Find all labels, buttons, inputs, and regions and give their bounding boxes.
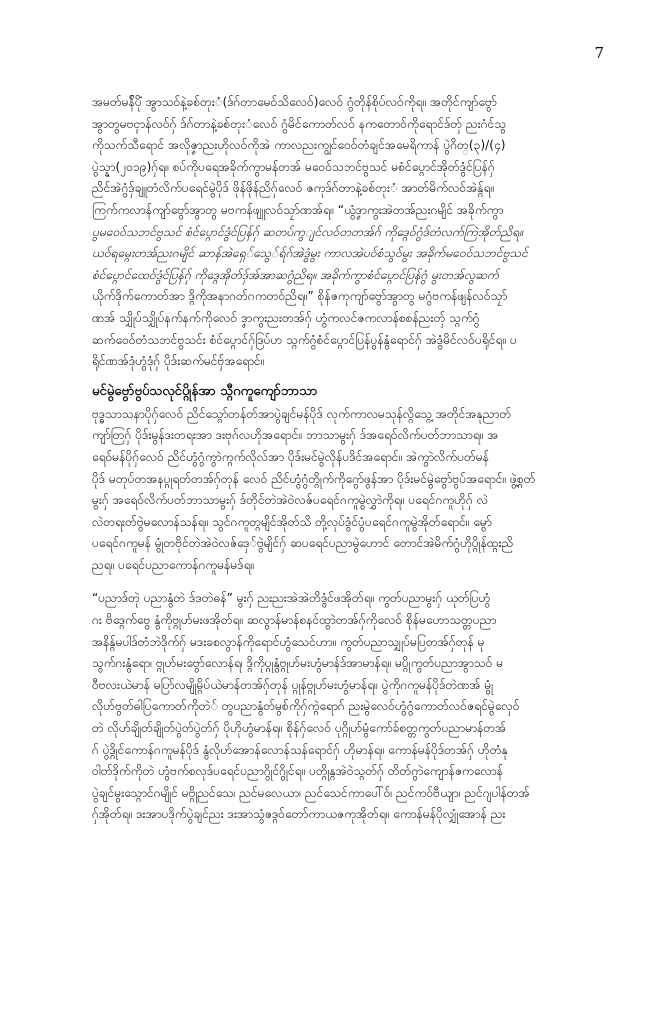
text-line: ဆက်ဝေဝ်တံသဘင်ဗွသင်း စံင်ပ္ဂောင်ဂှ်ဒြပ်ဟ သ္ဂက်ဂွံစံင်ပ္ဂောင်ပြန်ပွန်နွံရောင်ဂှ် အဲဒွံမိင်လဝ်ပရိုင်ရ။ ပ	[92, 332, 517, 347]
text-line: “ပညာဒ်တုဲ ပညာနွံတဲ ဒ်ဒတဲဓန်” မွးဂ်ှ ညးညးအဲအဲတိဒွံင်ဖအိုတ်ရ။ ကွတ်ပညာမွးဂ်ှ ယုတ်ပြဟွံ	[92, 591, 491, 606]
text-line: ကျာ်တြဂ်ှ ပိုဒ်းမွန်ဒးတရးအာ ဒးဗုဂ်လဟိုအရောင်။ ဘာသာမွးဂ်ှ ဒ်အရေဝ်လိက်ပတ်ဘာသာရ။ အ	[92, 428, 499, 443]
text-line: ရိုင်ဏအ်ဒုံဟွံဒုံဂှ် ပိုဒ်းဆက်မင်ဗှ်အရောင်။	[92, 354, 265, 369]
text-line: ပိုဒ် မတုပ်တအနပ္ဂုရတ်တအ်ဂ်ှတုန် လေဝ် ညိင်ဟွံဂွံတ္ဂိုက်ကိုဂွော်ဖွန်အာ ပိုဒ်းမင်မွဲဗွော်ဗွပ်အရောင်။ ဖွဲ့စ္ဂတ်	[92, 471, 536, 486]
text-line: ကိုသက်သီရောင် အလိုဇၞာညးဟိုလဝ်ကိုအဲ ကာလညးကျွင်ဝေဝ်တံချင်အမေရိကာန် ပွဲဂိတ္(၃)/(၄)	[92, 138, 506, 153]
text-line: ဂ်ှအိုတ်ရ။ ဒးအာပဒိုက်ပွဲချင်ညး ဒးအာသွံဇဒ္ဂဝ်တော်ကာယဇကုအိုတ်ရ။ ကောန်မန်ပိုလျှုံအောန် ညး	[92, 807, 506, 822]
text-line: ညိင်အဲဂွံဒှ်ချူတံလိက်ပရေင်မွဲပိုဒ် ဖိုန်ဖိုန်ညိဂှ်လေဝ် ဇကုဒ်ဂ်တာနဲ့ခစ်တုးံ အာတ်မိက်လဝ်အဲန္ဂ်ရ။	[92, 181, 495, 196]
text-line: ဗုဒ္ဓသာသနာပိုဂှ်လေဝ် ညိင်သ္ဂော်တန်တ်အာပွဲချင်မန်ပိုဒ် လုက်ကာလမသုန်လ္ဂိသ္ဂေ့ အတိုင်အနုညာတ်	[92, 406, 512, 421]
text-line: တဲ လိုဟ်ချိုတ်ချိုတ်ပွဲတ်ပွဲတ်ဂ်ှ ပိုဟိုဟွံမာန်ရ။ စိုန်ဂ်ှလေဝ် ပုဂ္ဂိုဟ်မွံကော်ခ်စတ္တကွတ်ပညာမာန်တအ်	[92, 721, 507, 736]
text-line: သွက်ဂးနွံရော၊ ဗ္ဂုဟ်မးဗွော်လောန်ရ၊ ဒ္ဂိကိုပ္ဂုနွံဗ္ဂုဟ်မးဟွံမာန်ဒ်အာမာန်ရ။ မပ္ဂိုကွတ်ပညာအွာသဝ် မ	[92, 656, 504, 671]
text-line: မွးဂ်ှ အရေဝ်လိက်ပတ်ဘာသာမွးဂ်ှ ဒ်တိုင်တဲအဲဝဲလဇ်ပရေင်ဂကူမွဲလွှာဲကိုရ။ ပရေင်ဂကူဟိုဂ်ှ လဲ	[92, 493, 489, 508]
text-line: ညရ။ ပရေင်ပညာကောန်ဂကူမန်မဒ်ရ။	[92, 557, 255, 572]
paragraph-2	[92, 404, 596, 577]
paragraph-1	[92, 92, 596, 373]
text-line: အနိန္ဂ်မပါဒ်တံဘဲဒိုက်ဂ်ှ မဒးခစလွာန်ကိုရောင်ဟွံသေင်ဟာ။ ကွတ်ပညာသျှုပ်မပြတအ်ဂ်ှတုန် မု	[92, 634, 485, 649]
text-line: ပရေင်ဂကူမန် မွုံတဗိုင်တဲအဲဝဲလဇ်ဒှေ်ဗွဲမျိင်ဂ်ှ ဆပရေင်ပညာမွဲဟောင် တောင်အဲမိက်ဂွံဟိုပ္ဂိုန်ထ္ဂးညိ	[92, 536, 514, 551]
text-line: လိုဟ်ဗွတ်ဓါပြကောတ်ကိုတဲ် တွပညာနွံတ်မွစ်ကိုဂ်ှက္ဂဲရောဂ် ညးမွဲလေဝ်ဟွံဂွံကောတ်လဝ်ဇရင်မွဲလှေဝ်	[92, 699, 520, 714]
text-line: ယိုက်ဒိုက်ကောတ်အာ ဒ္ဂိကိုအနာဂတ်ဂကတဝ်ညိရ။” စိုန်ဇကုကျာ်ဗွော်အွာတွ မဂွံဗကန်ဖျန်လဝ်သၠာ်	[92, 289, 508, 304]
text-line: အွာတွမဗၚာန်လဝ်ဂှ် ဒ်ဂ်တာနဲ့ခစ်တုးံလေဝ် ဂွံမိင်ကောတ်လဝ် နကတောဝ်ကိုရောင်ဒ်တှ် ညးဂံင်သွ	[92, 116, 507, 131]
document-body	[92, 92, 596, 826]
text-line: ကြက်ကလာန်ကျာ်ဗွော်အွာတွ မဗကန်ဖျူလဝ်သၠာ်ဏအ်ရ။ “ယွံဒၞာကွးအဲတအ်ညးဂမျိင် အခိုက်ကွာ	[92, 202, 504, 217]
text-line: လဲတရးတ်ဗွဲမလောန်သန်ရ။ သွင်ဂကူတ္ဂမျိင်အိုတ်သိ တို့လုပ်ဒွံင်ပွံပရေင်ဂကူမွဲအိုတ်ရောင်။ မွော်	[92, 514, 492, 529]
text-line: စံင်ပ္ဂောင်ထေဝ်ဒွံင်ပြန်ဂှ် ကိုဒ္ဂေအိုတ်ဒှ်အ်အာဆဂွံညိရ။ အခိုက်ကွာစံင်ပ္ဂောင်ပြန်ဂွံ မွးတအ်လွဆက်	[92, 267, 499, 282]
page-number: 7	[594, 44, 604, 62]
text-line: ဏအ် သျှိုပ်သျှိုပ်နက်နက်ကိုလေဝ် ဒၞာကွးညးတအ်ဂှ် ဟွံကလင်ဇကလာန်စစန်ညးတှ် သ္ဂက်ဂွံ	[92, 310, 480, 325]
paragraph-3	[92, 588, 596, 826]
text-line: ပွမဝေဝ်သဘင်ဗွသင် စံင်ပ္ဂောင်ဒွံင်ပြန်ဂှ် ဆတပ်ကွျင်လဝ်တတအ်ဂ် ကိုဒ္ဂေဝ်ဂွံဒ်တံလက်ကြဲအိုတ်ညိရ။	[92, 224, 523, 239]
section-heading: မင်မွဲဗွော်ဗွပ်သလုင်ပ္ဂိုန်အာ သ္ဂီဂကူကျော်ဘာသာ	[92, 383, 318, 399]
text-line: ဝီဗလးယဲမာန် မပြာ်လမျိုမ္ဂိပ်ယဲမာန်တအ်ဂ်ှတုန် ပ္ဂုန်ဗ္ဂုဟ်မးဟွံမာန်ရ။ ပွဲကိုဂကူမန်ပိုဒ်တဲဏအ် မွုံ	[92, 677, 494, 692]
text-line: ဂ် ပွဲဒ္ဂိုင်ကောန်ဂကူမန်ပိုဒ် နွံလိုဟ်အောန်လောန်သန်ရောင်ဂ်ှ ဟိုမာန်ရ။ ကောန်မန်ပိုဒ်တအ်ဂ်ှ ဟိုတံနု	[92, 742, 508, 757]
text-line: အမတ်မန်ိပိုံ အွာသဝ်နဲ့ခစ်တုးံ(ဒ်ဂ်တာမေဝ်သိလေဝ်)လေဝ် ဂွံတိုန်စိုပ်လဝ်ကိုရ။ အတိုင်ကျာ်ဗွော်	[92, 95, 497, 109]
text-line: ဝါတ်ဒိုက်ကိုတဲ ဟွံဗက်စလုဒ်ပရေင်ပညာဂွိုင်ဂွိုင်ရ။ ပတ္ဂိုန္ဂအဲဝဲသ္ဂတ်ဂ်ှ တိတ်ဂွာဲကျောန်ဇကလောန်	[92, 764, 504, 779]
text-line: ယဝ်ရမ္ဂေးတအ်ညးဂမျိင် ဆာန်အဲရှေ်သွေ်ရ်ဂ်အဲဒွံမွး ကာလအဲပဝ်စံသွဝ်မွး အခိုက်မဝေဝ်သဘင်ဗွသင်	[92, 246, 528, 261]
paragraph-gap	[92, 576, 596, 588]
text-line: ဂး ဗိဒ္ဂေက်ဗွေ နွံကိုဗ္ဂုဟ်မးဖအိုတ်ရ။ ဆလွာန်မာန်စနင်ထွာဲတအ်ဂ်ှကိုလေဝ် စိုန်မဟောသတ္တပညာ	[92, 613, 497, 628]
text-line: ပွဲသ္နာ(၂၀၁၉)ဂှ်ရ။ စပ်ကိုပရေအခိုက်ကွာမန်တအ် မဝေဝ်သဘင်ဗွသင် မစံင်ပ္ဂောင်အိုတ်ဒွံင်ပြန်ဂှ်	[92, 159, 495, 174]
text-line: ရေဝ်မန်ပိုဂ်ှလေဝ် ညိင်ဟွံဂွံကွာဲက္ဂက်လိုလ်အာ ပိုဒ်းမင်မွဲလိုန်ပဒိင်အရောင်။ အဲကွာဲလိက်ပတ်မန်	[92, 449, 490, 464]
text-line: ပွဲချင်မွးသ္ဂောင်ဂမျိုင် မဗ္ဂိုညင်သေ၊ ညင်မလေယာ၊ ညင်သေင်ကာပေါ်ဝ်၊ ညင်ကဝ်ဗီယျာ၊ ညင်ဂျပါန်တအ်	[92, 785, 530, 800]
